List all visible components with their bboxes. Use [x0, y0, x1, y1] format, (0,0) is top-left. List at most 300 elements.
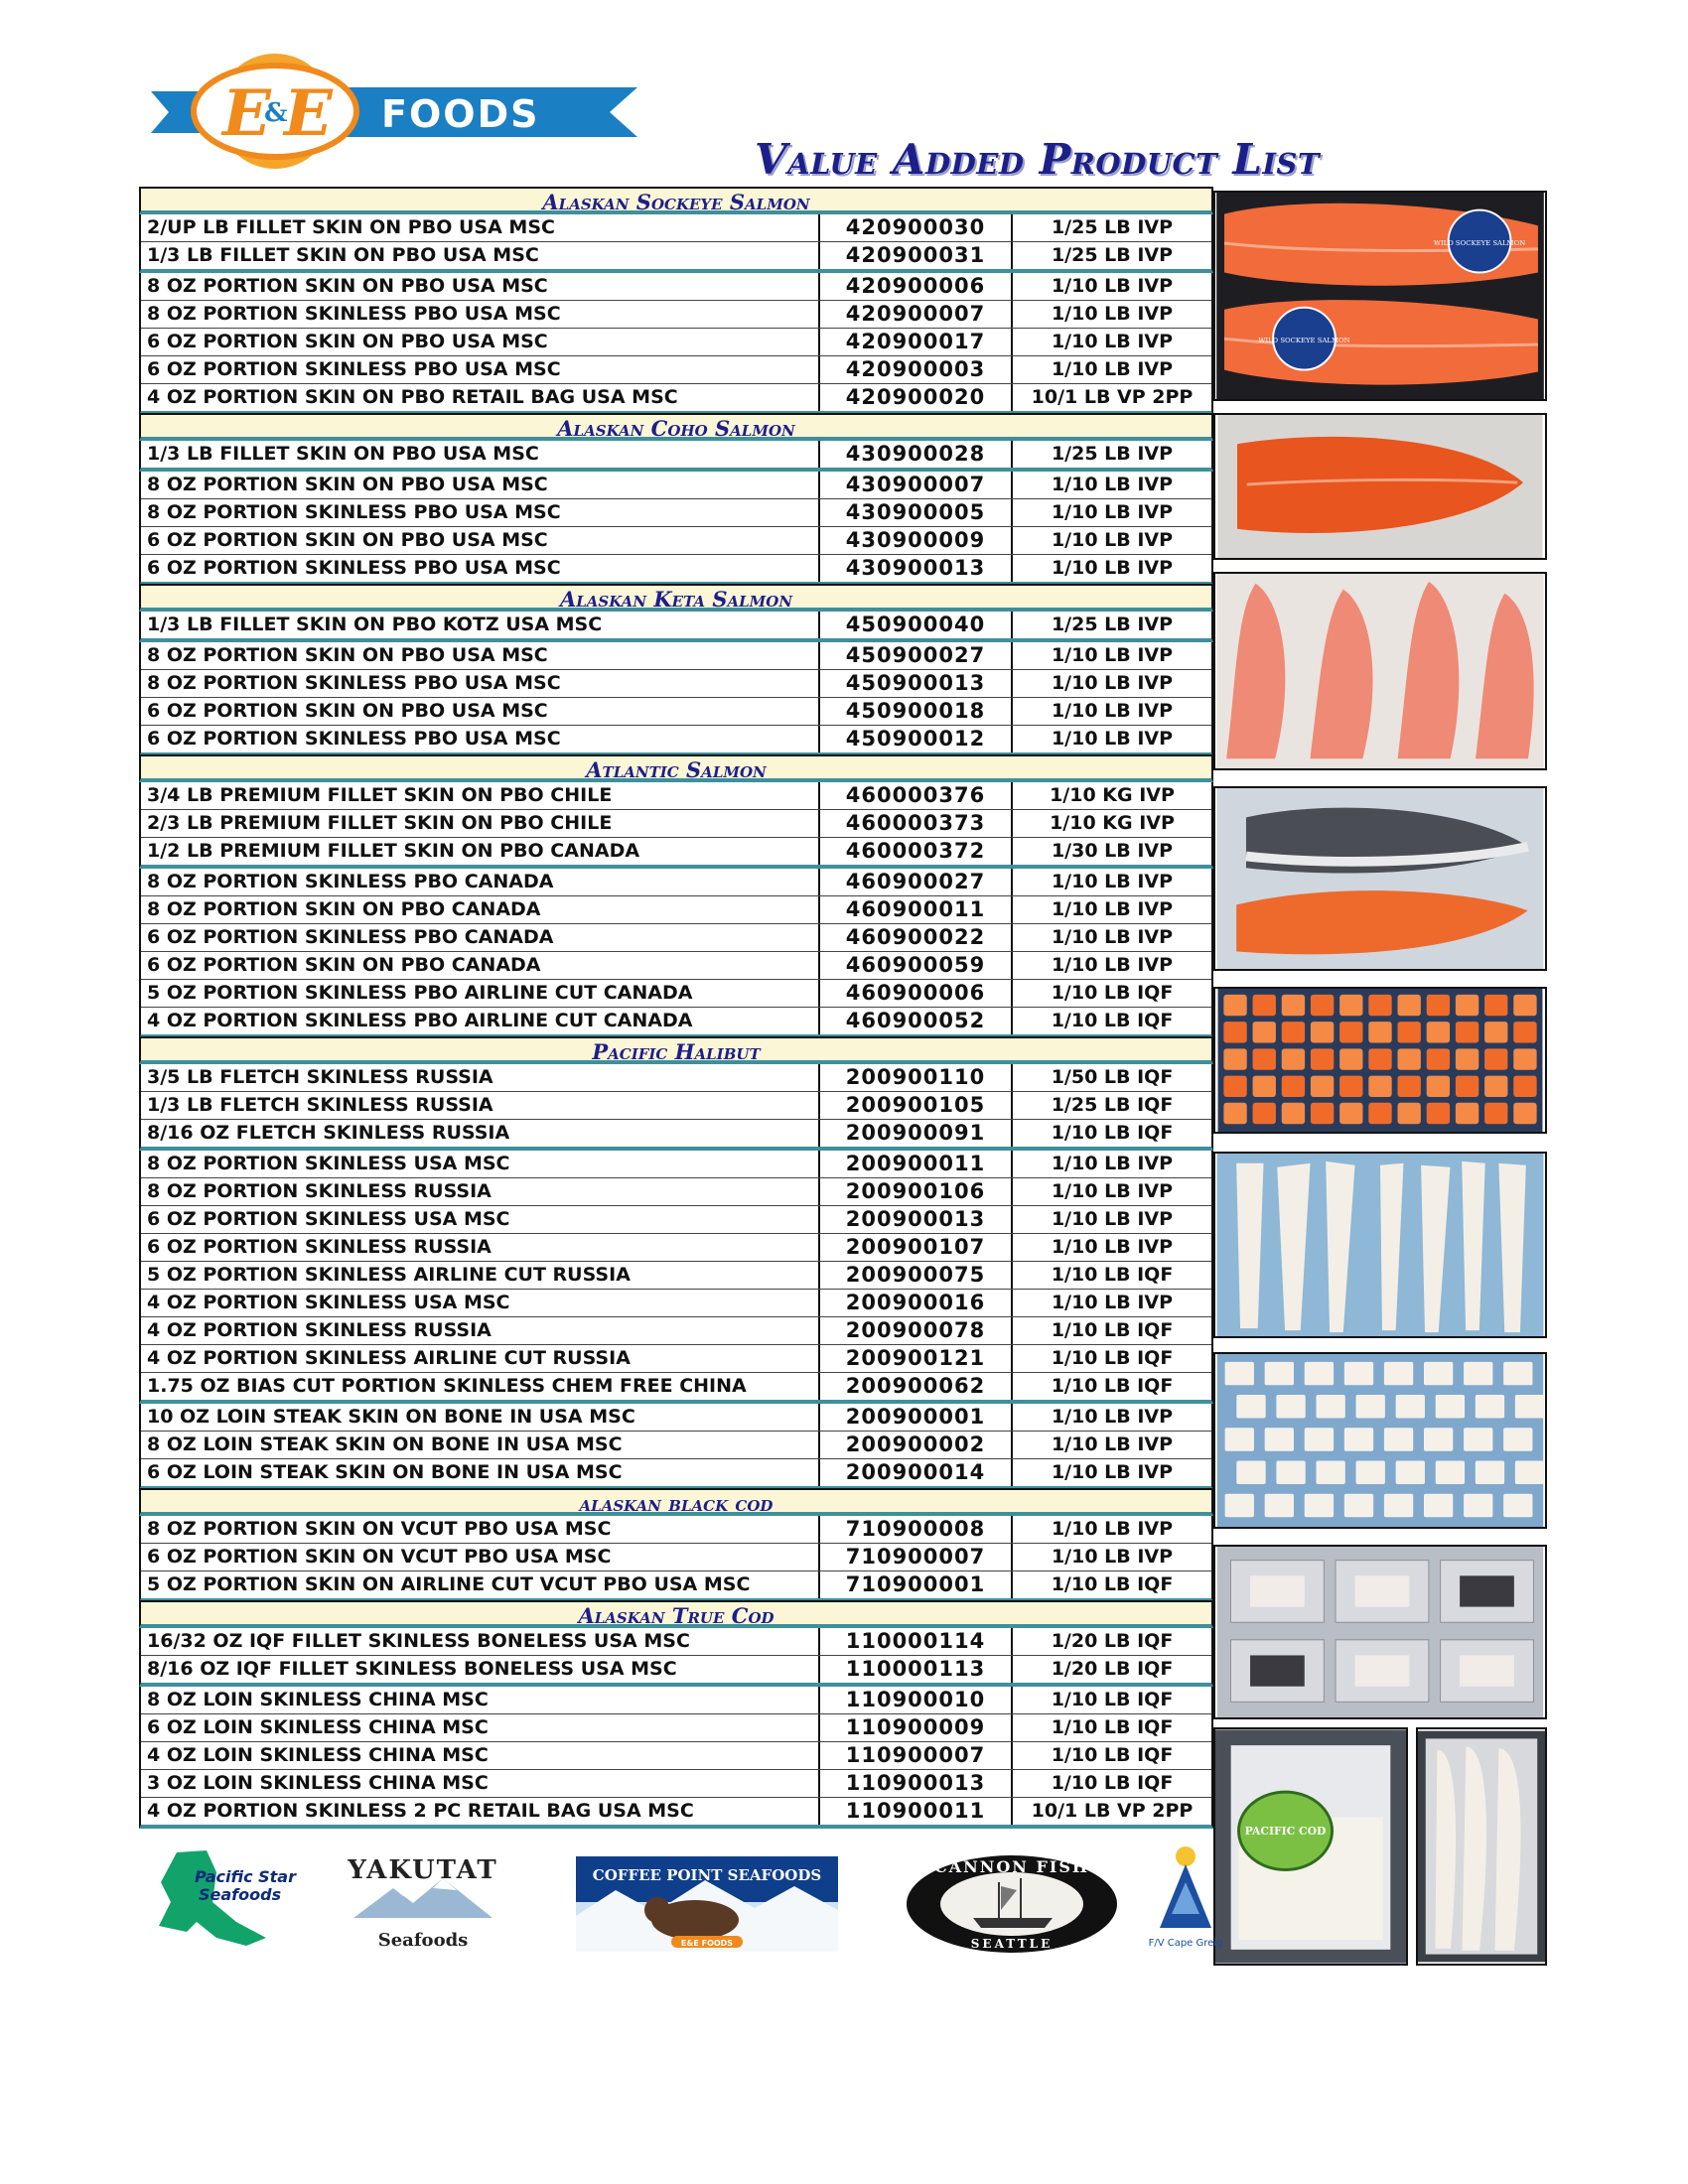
product-description: 8 OZ PORTION SKINLESS PBO CANADA: [141, 869, 820, 895]
cannon-fish-top: CANNON FISH: [933, 1857, 1090, 1876]
halibut-portion-mark: [1344, 1362, 1373, 1385]
pack-size: 1/25 LB IVP: [1051, 216, 1174, 238]
salmon-portion-mark: [1311, 1076, 1334, 1097]
halibut-portion-mark: [1225, 1428, 1254, 1450]
halibut-fletch-photo: [1213, 1152, 1547, 1338]
pack-size: 1/10 LB IVP: [1051, 871, 1174, 892]
item-code: 430900009: [820, 527, 1013, 554]
salmon-portion-mark: [1368, 1103, 1391, 1124]
salmon-portion-mark: [1398, 1103, 1421, 1124]
product-description: 3/4 LB PREMIUM FILLET SKIN ON PBO CHILE: [141, 782, 820, 809]
product-group: [139, 869, 1213, 1038]
table-row: [141, 526, 1211, 554]
product-description: 6 OZ PORTION SKIN ON VCUT PBO USA MSC: [141, 1544, 820, 1570]
item-code: 200900001: [820, 1404, 1013, 1431]
halibut-portion-mark: [1476, 1395, 1504, 1418]
halibut-portion-mark: [1344, 1494, 1373, 1517]
halibut-portion-mark: [1356, 1461, 1385, 1484]
product-description: 6 OZ PORTION SKIN ON PBO USA MSC: [141, 698, 820, 725]
item-code: 460900006: [820, 980, 1013, 1007]
table-row: [141, 1741, 1211, 1769]
halibut-portion-mark: [1305, 1494, 1334, 1517]
salmon-portion-mark: [1282, 1048, 1305, 1069]
product-description: 8 OZ LOIN SKINLESS CHINA MSC: [141, 1687, 820, 1713]
salmon-portion-mark: [1456, 1076, 1478, 1097]
salmon-portion-mark: [1339, 1048, 1362, 1069]
halibut-portion-mark: [1276, 1461, 1305, 1484]
halibut-portion-mark: [1265, 1428, 1294, 1450]
salmon-portion-mark: [1484, 1022, 1507, 1042]
pack-size: 1/25 LB IQF: [1051, 1094, 1174, 1116]
black-cod-photo: [1213, 1545, 1547, 1719]
salmon-portion-mark: [1311, 1103, 1334, 1124]
table-row: [141, 273, 1211, 300]
section-header: Pacific Halibut: [139, 1036, 1213, 1064]
halibut-portion-mark: [1384, 1362, 1413, 1385]
item-code: 200900016: [820, 1290, 1013, 1316]
table-row: [141, 837, 1211, 865]
product-description: 6 OZ PORTION SKIN ON PBO USA MSC: [141, 527, 820, 554]
pack-size: 1/10 LB IVP: [1051, 898, 1174, 920]
halibut-portions-photo: [1213, 1352, 1547, 1529]
table-row: [141, 1458, 1211, 1486]
halibut-portion-mark: [1316, 1395, 1344, 1418]
table-row: [141, 214, 1211, 241]
product-description: 6 OZ PORTION SKINLESS USA MSC: [141, 1206, 820, 1233]
halibut-portion-mark: [1305, 1362, 1334, 1385]
table-row: [141, 1007, 1211, 1034]
product-group: [139, 273, 1213, 415]
item-code: 460000373: [820, 810, 1013, 837]
item-code: 420900017: [820, 329, 1013, 355]
product-description: 8 OZ LOIN STEAK SKIN ON BONE IN USA MSC: [141, 1432, 820, 1458]
item-code: 460900027: [820, 869, 1013, 895]
halibut-portion-mark: [1476, 1461, 1504, 1484]
item-code: 430900007: [820, 472, 1013, 498]
pack-size: 1/10 LB IVP: [1051, 1433, 1174, 1455]
product-description: 6 OZ PORTION SKINLESS PBO USA MSC: [141, 555, 820, 582]
item-code: 420900003: [820, 356, 1013, 383]
halibut-portion-mark: [1236, 1395, 1265, 1418]
halibut-portion-mark: [1316, 1461, 1344, 1484]
item-code: 450900018: [820, 698, 1013, 725]
salmon-portion-mark: [1223, 1048, 1246, 1069]
pack-size: 1/10 LB IVP: [1051, 644, 1174, 666]
product-description: 8/16 OZ IQF FILLET SKINLESS BONELESS USA MSC: [141, 1656, 820, 1683]
pack-size: 1/10 LB IQF: [1051, 1264, 1174, 1286]
table-row: [141, 1261, 1211, 1289]
pack-size: 1/10 LB IVP: [1051, 1546, 1174, 1568]
table-row: [141, 725, 1211, 752]
salmon-portion-mark: [1427, 1076, 1450, 1097]
table-row: [141, 1119, 1211, 1147]
salmon-portion-mark: [1223, 1076, 1246, 1097]
pack-size: 1/10 LB IQF: [1051, 1319, 1174, 1341]
salmon-portion-mark: [1456, 1103, 1478, 1124]
item-code: 200900075: [820, 1262, 1013, 1289]
pack-size: 1/20 LB IQF: [1051, 1630, 1174, 1652]
product-description: 8 OZ PORTION SKIN ON VCUT PBO USA MSC: [141, 1516, 820, 1543]
section-header: Alaskan Coho Salmon: [139, 413, 1213, 441]
salmon-portion-mark: [1223, 1022, 1246, 1042]
coffee-point-badge: E&E FOODS: [680, 1939, 734, 1948]
product-group: [139, 782, 1213, 869]
product-description: 5 OZ PORTION SKIN ON AIRLINE CUT VCUT PBO USA MSC: [141, 1571, 820, 1598]
pacific-star-seafoods-logo: [147, 1843, 296, 1954]
item-code: 430900013: [820, 555, 1013, 582]
product-description: 6 OZ PORTION SKIN ON PBO USA MSC: [141, 329, 820, 355]
salmon-portion-mark: [1223, 1103, 1246, 1124]
halibut-portion-mark: [1276, 1395, 1305, 1418]
salmon-portion-mark: [1513, 1076, 1536, 1097]
product-description: 6 OZ LOIN STEAK SKIN ON BONE IN USA MSC: [141, 1459, 820, 1486]
product-description: 4 OZ PORTION SKINLESS PBO AIRLINE CUT CANADA: [141, 1008, 820, 1034]
table-row: [141, 441, 1211, 468]
item-code: 420900031: [820, 242, 1013, 269]
item-code: 460000376: [820, 782, 1013, 809]
pack-size: 1/10 LB IQF: [1051, 1772, 1174, 1794]
product-description: 4 OZ LOIN SKINLESS CHINA MSC: [141, 1742, 820, 1769]
table-row: [141, 951, 1211, 979]
product-description: 6 OZ PORTION SKINLESS RUSSIA: [141, 1234, 820, 1261]
item-code: 110900010: [820, 1687, 1013, 1713]
salmon-portion-mark: [1456, 1048, 1478, 1069]
salmon-portion-mark: [1427, 1048, 1450, 1069]
item-code: 420900006: [820, 273, 1013, 300]
halibut-portion-mark: [1225, 1362, 1254, 1385]
product-table: [139, 189, 1213, 1829]
table-row: [141, 1151, 1211, 1177]
pack-size: 1/25 LB IVP: [1051, 614, 1174, 635]
product-description: 3/5 LB FLETCH SKINLESS RUSSIA: [141, 1064, 820, 1091]
table-row: [141, 923, 1211, 951]
true-cod-retail-bag-photo: [1213, 1727, 1408, 1966]
halibut-portion-mark: [1464, 1428, 1492, 1450]
table-row: [141, 1713, 1211, 1741]
pack-size: 1/10 LB IVP: [1051, 926, 1174, 948]
product-description: 1/3 LB FLETCH SKINLESS RUSSIA: [141, 1092, 820, 1119]
atlantic-salmon-portions-photo: [1213, 987, 1547, 1134]
salmon-portion-mark: [1253, 1022, 1276, 1042]
item-code: 200900078: [820, 1317, 1013, 1344]
pack-size: 1/10 LB IVP: [1051, 954, 1174, 976]
product-description: 6 OZ PORTION SKINLESS PBO CANADA: [141, 924, 820, 951]
salmon-portion-mark: [1513, 1048, 1536, 1069]
halibut-portion-mark: [1503, 1362, 1532, 1385]
pack-size: 1/25 LB IVP: [1051, 244, 1174, 266]
table-row: [141, 612, 1211, 638]
item-code: 460900052: [820, 1008, 1013, 1034]
product-description: 1/3 LB FILLET SKIN ON PBO USA MSC: [141, 242, 820, 269]
pack-size: 1/10 LB IVP: [1051, 303, 1174, 325]
pack-size: 1/10 LB IVP: [1051, 700, 1174, 722]
product-description: 4 OZ PORTION SKINLESS RUSSIA: [141, 1317, 820, 1344]
yakutat-seafoods-logo: [334, 1848, 512, 1954]
table-row: [141, 1177, 1211, 1205]
table-row: [141, 1064, 1211, 1091]
coffee-point-text: COFFEE POINT SEAFOODS: [592, 1866, 822, 1884]
halibut-portion-mark: [1503, 1494, 1532, 1517]
halibut-portion-mark: [1356, 1395, 1385, 1418]
yakutat-sub: Seafoods: [377, 1930, 469, 1951]
sockeye-salmon-photo: [1213, 191, 1547, 401]
table-row: [141, 1091, 1211, 1119]
salmon-portion-mark: [1253, 1048, 1276, 1069]
pack-size: 10/1 LB VP 2PP: [1031, 386, 1194, 408]
halibut-portion-mark: [1424, 1362, 1453, 1385]
salmon-portion-mark: [1339, 1076, 1362, 1097]
product-description: 8 OZ PORTION SKIN ON PBO USA MSC: [141, 642, 820, 669]
item-code: 200900121: [820, 1345, 1013, 1372]
halibut-portion-mark: [1424, 1428, 1453, 1450]
table-row: [141, 782, 1211, 809]
product-description: 2/3 LB PREMIUM FILLET SKIN ON PBO CHILE: [141, 810, 820, 837]
item-code: 200900013: [820, 1206, 1013, 1233]
salmon-portion-mark: [1484, 1048, 1507, 1069]
halibut-portion-mark: [1384, 1494, 1413, 1517]
pack-size: 1/10 LB IVP: [1051, 331, 1174, 352]
item-code: 460900022: [820, 924, 1013, 951]
product-description: 3 OZ LOIN SKINLESS CHINA MSC: [141, 1770, 820, 1797]
salmon-portion-mark: [1311, 1022, 1334, 1042]
item-code: 450900040: [820, 612, 1013, 638]
yakutat-name: YAKUTAT: [348, 1855, 498, 1885]
table-row: [141, 809, 1211, 837]
product-description: 6 OZ PORTION SKIN ON PBO CANADA: [141, 952, 820, 979]
pack-size: 1/10 LB IVP: [1051, 1180, 1174, 1202]
product-description: 2/UP LB FILLET SKIN ON PBO USA MSC: [141, 214, 820, 241]
product-group: [139, 1064, 1213, 1151]
salmon-portion-mark: [1253, 1103, 1276, 1124]
salmon-portion-mark: [1398, 995, 1421, 1016]
halibut-portion-mark: [1436, 1395, 1465, 1418]
halibut-portion-mark: [1225, 1494, 1254, 1517]
salmon-portion-mark: [1311, 995, 1334, 1016]
table-row: [141, 1655, 1211, 1683]
halibut-portion-mark: [1384, 1428, 1413, 1450]
product-description: 8 OZ PORTION SKIN ON PBO USA MSC: [141, 472, 820, 498]
item-code: 420900007: [820, 301, 1013, 328]
product-group: [139, 1404, 1213, 1490]
product-description: 5 OZ PORTION SKINLESS AIRLINE CUT RUSSIA: [141, 1262, 820, 1289]
salmon-portion-mark: [1427, 995, 1450, 1016]
item-code: 450900027: [820, 642, 1013, 669]
halibut-portion-mark: [1265, 1362, 1294, 1385]
item-code: 200900107: [820, 1234, 1013, 1261]
item-code: 200900106: [820, 1178, 1013, 1205]
product-description: 8 OZ PORTION SKINLESS USA MSC: [141, 1151, 820, 1177]
product-description: 1/3 LB FILLET SKIN ON PBO USA MSC: [141, 441, 820, 468]
section-header: Atlantic Salmon: [139, 754, 1213, 782]
table-row: [141, 300, 1211, 328]
sockeye-label-2: WILD SOCKEYE SALMON: [1258, 337, 1350, 345]
pack-size: 1/10 LB IVP: [1051, 1406, 1174, 1428]
salmon-portion-mark: [1282, 1076, 1305, 1097]
table-row: [141, 1233, 1211, 1261]
pack-size: 1/50 LB IQF: [1051, 1066, 1174, 1088]
halibut-portion-mark: [1236, 1461, 1265, 1484]
cannon-fish-seattle-logo: [904, 1852, 1120, 1956]
pack-size: 1/10 LB IQF: [1051, 1375, 1174, 1397]
item-code: 200900091: [820, 1120, 1013, 1147]
e-and-e-foods-logo: [151, 52, 637, 169]
item-code: 710900008: [820, 1516, 1013, 1543]
salmon-portion-mark: [1398, 1048, 1421, 1069]
pack-size: 1/10 LB IVP: [1051, 1208, 1174, 1230]
table-row: [141, 1769, 1211, 1797]
salmon-portion-mark: [1513, 1022, 1536, 1042]
table-row: [141, 1687, 1211, 1713]
pack-size: 1/10 LB IVP: [1051, 1461, 1174, 1483]
table-row: [141, 355, 1211, 383]
table-row: [141, 895, 1211, 923]
product-description: 6 OZ PORTION SKINLESS PBO USA MSC: [141, 726, 820, 752]
table-row: [141, 669, 1211, 697]
table-row: [141, 697, 1211, 725]
logo-wordmark: FOODS: [381, 92, 540, 136]
product-group: [139, 472, 1213, 586]
product-description: 4 OZ PORTION SKIN ON PBO RETAIL BAG USA MSC: [141, 384, 820, 411]
product-description: 4 OZ PORTION SKINLESS USA MSC: [141, 1290, 820, 1316]
table-row: [141, 498, 1211, 526]
item-code: 200900002: [820, 1432, 1013, 1458]
item-code: 460000372: [820, 838, 1013, 865]
item-code: 200900110: [820, 1064, 1013, 1091]
coffee-point-seafoods-logo: [576, 1856, 838, 1952]
pack-size: 1/10 LB IVP: [1051, 529, 1174, 551]
salmon-portion-mark: [1282, 995, 1305, 1016]
item-code: 710900007: [820, 1544, 1013, 1570]
atlantic-salmon-fillet-photo: [1213, 786, 1547, 971]
pack-size: 1/25 LB IVP: [1051, 443, 1174, 465]
product-description: 8 OZ PORTION SKINLESS PBO USA MSC: [141, 670, 820, 697]
coho-salmon-photo: [1213, 413, 1547, 560]
salmon-portion-mark: [1282, 1103, 1305, 1124]
table-row: [141, 1431, 1211, 1458]
table-row: [141, 869, 1211, 895]
product-group: [139, 1516, 1213, 1602]
product-group: [139, 1687, 1213, 1829]
pack-size: 1/10 LB IVP: [1051, 672, 1174, 694]
cape-greig-logo: [1148, 1843, 1223, 1954]
pacific-star-line2: Seafoods: [199, 1885, 282, 1904]
salmon-portion-mark: [1368, 1048, 1391, 1069]
cape-greig-text: F/V Cape Greig: [1148, 1938, 1223, 1949]
product-description: 5 OZ PORTION SKINLESS PBO AIRLINE CUT CANADA: [141, 980, 820, 1007]
product-description: 1.75 OZ BIAS CUT PORTION SKINLESS CHEM FREE CHINA: [141, 1373, 820, 1400]
pack-size: 1/30 LB IVP: [1051, 840, 1174, 862]
pack-size: 1/10 LB IQF: [1051, 1010, 1174, 1031]
table-row: [141, 1570, 1211, 1598]
table-row: [141, 241, 1211, 269]
halibut-portion-mark: [1424, 1494, 1453, 1517]
pack-size: 1/20 LB IQF: [1051, 1658, 1174, 1680]
table-row: [141, 1372, 1211, 1400]
halibut-portion-mark: [1515, 1461, 1544, 1484]
product-group: [139, 612, 1213, 642]
salmon-portion-mark: [1513, 1103, 1536, 1124]
halibut-portion-mark: [1464, 1362, 1492, 1385]
logo-letter-left: E: [222, 76, 271, 151]
salmon-portion-mark: [1253, 995, 1276, 1016]
pack-size: 1/10 LB IVP: [1051, 557, 1174, 579]
keta-salmon-photo: [1213, 572, 1547, 770]
salmon-portion-mark: [1484, 1076, 1507, 1097]
halibut-portion-mark: [1436, 1461, 1465, 1484]
halibut-portion-mark: [1503, 1428, 1532, 1450]
salmon-portion-mark: [1368, 995, 1391, 1016]
pack-size: 10/1 LB VP 2PP: [1031, 1800, 1194, 1822]
product-description: 10 OZ LOIN STEAK SKIN ON BONE IN USA MSC: [141, 1404, 820, 1431]
table-row: [141, 1543, 1211, 1570]
item-code: 200900014: [820, 1459, 1013, 1486]
product-description: 1/2 LB PREMIUM FILLET SKIN ON PBO CANADA: [141, 838, 820, 865]
salmon-portion-mark: [1456, 995, 1478, 1016]
item-code: 430900028: [820, 441, 1013, 468]
section-header: Alaskan Sockeye Salmon: [139, 187, 1213, 214]
salmon-portion-mark: [1339, 1022, 1362, 1042]
pack-size: 1/10 KG IVP: [1050, 812, 1175, 834]
pack-size: 1/10 LB IQF: [1051, 1347, 1174, 1369]
salmon-portion-mark: [1484, 995, 1507, 1016]
salmon-portion-mark: [1398, 1022, 1421, 1042]
pack-size: 1/10 LB IQF: [1051, 1716, 1174, 1738]
item-code: 460900059: [820, 952, 1013, 979]
salmon-portion-mark: [1427, 1022, 1450, 1042]
product-description: 1/3 LB FILLET SKIN ON PBO KOTZ USA MSC: [141, 612, 820, 638]
cod-bag-label: PACIFIC COD: [1244, 1825, 1327, 1839]
table-row: [141, 642, 1211, 669]
logo-letter-right: E: [284, 76, 333, 151]
pack-size: 1/10 LB IQF: [1051, 982, 1174, 1004]
pack-size: 1/10 LB IVP: [1051, 1153, 1174, 1174]
pack-size: 1/10 LB IVP: [1051, 1292, 1174, 1313]
product-group: [139, 1151, 1213, 1404]
table-row: [141, 1797, 1211, 1825]
table-row: [141, 1628, 1211, 1655]
halibut-portion-mark: [1515, 1395, 1544, 1418]
item-code: 420900020: [820, 384, 1013, 411]
item-code: 110900009: [820, 1714, 1013, 1741]
item-code: 200900105: [820, 1092, 1013, 1119]
pack-size: 1/10 LB IQF: [1051, 1122, 1174, 1144]
halibut-portion-mark: [1344, 1428, 1373, 1450]
product-description: 4 OZ PORTION SKINLESS AIRLINE CUT RUSSIA: [141, 1345, 820, 1372]
salmon-portion-mark: [1368, 1076, 1391, 1097]
table-row: [141, 472, 1211, 498]
document-title: Value Added Product List: [755, 135, 1320, 184]
table-row: [141, 1404, 1211, 1431]
section-header: Alaskan True Cod: [139, 1600, 1213, 1628]
item-code: 450900013: [820, 670, 1013, 697]
table-row: [141, 1316, 1211, 1344]
item-code: 430900005: [820, 499, 1013, 526]
cannon-fish-bottom: SEATTLE: [970, 1937, 1054, 1951]
pack-size: 1/10 LB IVP: [1051, 474, 1174, 495]
salmon-portion-mark: [1427, 1103, 1450, 1124]
halibut-portion-mark: [1265, 1494, 1294, 1517]
halibut-portion-mark: [1396, 1395, 1425, 1418]
pack-size: 1/10 LB IVP: [1051, 1236, 1174, 1258]
halibut-portion-mark: [1396, 1461, 1425, 1484]
halibut-portion-mark: [1305, 1428, 1334, 1450]
table-row: [141, 1289, 1211, 1316]
item-code: 200900062: [820, 1373, 1013, 1400]
pack-size: 1/10 LB IQF: [1051, 1744, 1174, 1766]
product-description: 8 OZ PORTION SKIN ON PBO CANADA: [141, 896, 820, 923]
table-row: [141, 383, 1211, 411]
item-code: 710900001: [820, 1571, 1013, 1598]
